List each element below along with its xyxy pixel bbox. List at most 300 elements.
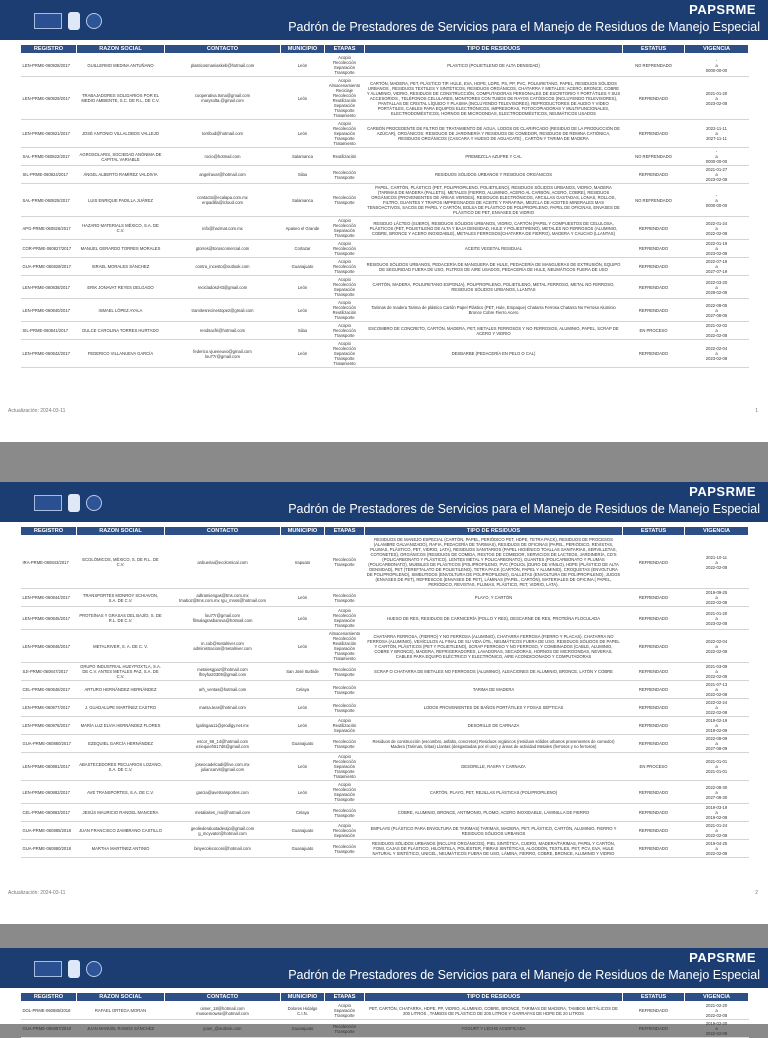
cell-razon: MARTHA MARTÍNEZ ANTINIO <box>77 840 165 858</box>
table-row <box>21 322 749 340</box>
cell-razon: DULCE CAROLINA TORRES HURTADO <box>77 322 165 340</box>
cell-residuos: ESCOMBRO DE CONCRETO, CARTÓN, MADERA, PET, METALES FERROSOS Y NO FERROSOS, ALUMINIO, PAPEL, SCRAP DE ACERO Y VIDRIO <box>365 322 623 340</box>
cell-vigencia: 2021-10-11 a 2022-02-08 <box>685 536 749 589</box>
cell-vigencia: 2021-01-20 a 2023-02-08 <box>685 77 749 120</box>
table-row <box>21 340 749 368</box>
cell-razon: ECOLÓMICOS, MÉXICO, S. DE R.L. DE C.V. <box>77 536 165 589</box>
cell-registro: CEL-PRME-060883/2017 <box>21 804 77 822</box>
cell-municipio: León <box>281 276 325 299</box>
cell-municipio: León <box>281 120 325 148</box>
footer-update-date: Actualización: 2024-03-11 <box>8 408 66 414</box>
cell-registro: CEL-PRME-060848/2017 <box>21 681 77 699</box>
cell-registro: IRA-PRME-060843/2017 <box>21 536 77 589</box>
column-header: MUNICIPIO <box>281 527 325 536</box>
table-row <box>21 184 749 217</box>
cell-registro: LEN-PRME-060829/2017 <box>21 77 77 120</box>
header-logos <box>34 12 102 30</box>
cell-razon: JUAN FRANCISCO ZAMBRANO CASTILLO <box>77 822 165 840</box>
cell-contacto: metaliaites_mo@hotmail.com <box>165 804 281 822</box>
cell-registro: LEN-PRME-060842/2017 <box>21 340 77 368</box>
cell-vigencia: 2021-01-27 a 2023-02-08 <box>685 166 749 184</box>
cell-vigencia: 2022-02-24 a 2022-02-08 <box>685 699 749 717</box>
government-logo-icon <box>34 495 62 511</box>
cell-etapas: Acopio Recolección Separación Transporte <box>325 607 365 630</box>
cell-estatus: REFRENDADO <box>623 258 685 276</box>
cell-estatus: REFRENDADO <box>623 217 685 240</box>
cell-residuos: ACEITE VEGETAL RESIDUAL <box>365 240 623 258</box>
cell-residuos: COBRE, ALUMINIO, BRONCE, ANTIMONIO, PLOMO, ACERO INOXIDABLE, LAMINILLA DE FIERRO <box>365 804 623 822</box>
table-row <box>21 663 749 681</box>
cell-etapas: Acopio Recolección Transporte <box>325 240 365 258</box>
cell-contacto: m.cob@metalriver.com administracion@metalriver.com <box>165 630 281 663</box>
cell-residuos: PAPEL, CARTÓN, PLÁSTICO (PET, POLIPROPILENO, POLIETILENO), RESIDUOS SÓLIDOS URBANOS, VIDRIO, MADERA (TARIMAS DE MADERA (PALLETS), METALES (FIERRO, ALUMINIO, ACERO AL CARBÓN, ACERO, COBRE), RESIDUOS ORGÁNICOS (PROVENIENTES DE ÁREAS VERDES), RESIDUOS ELECTRÓNICOS, ARCILLAS GASTADAS, LONAS, ROLLOS, FILTRO, GUANTES Y TRAPOS IMPREGNADOS DE ACEITE Y PARAFINA, MEZCLA DE ACEITES MINERALES MAS TENSOACTIVOS, SACOS DE PAPEL Y CARTÓN, BOLSA DE PLÁSTICO DE POLIPROPILENO, PAPEL DE OFICINAS, ENVASES DE PLÁSTICO DE PET, ENVASES DE VIDRIO <box>365 184 623 217</box>
cell-estatus: REFRENDADO <box>623 717 685 735</box>
cell-municipio: Guanajuato <box>281 258 325 276</box>
table-row <box>21 699 749 717</box>
cell-contacto: garcia@avetransportes.com <box>165 781 281 804</box>
cell-registro: GUA-PRME-060885/2018 <box>21 822 77 840</box>
cell-estatus: REFRENDADO <box>623 781 685 804</box>
cell-registro: SIL-PRME-060841/2017 <box>21 322 77 340</box>
cell-vigencia: 2022-03-20 a 2028-02-08 <box>685 276 749 299</box>
column-header: VIGENCIA <box>685 527 749 536</box>
column-header: CONTACTO <box>165 527 281 536</box>
cell-residuos: EMPLAYE (PLÁSTICO PARA ENVOLTURA DE TARIMAS) TARIMAS, MADERA, PET, PLÁSTICO, CARTÓN, ALUMINIO, FIERRO Y RESIDUOS SÓLIDOS URBANOS <box>365 822 623 840</box>
cell-estatus: NO REFRENDADO <box>623 148 685 166</box>
cell-residuos: DESORILLE, RASPA Y CARNAZA <box>365 753 623 781</box>
cell-municipio: León <box>281 607 325 630</box>
cell-vigencia: 2022-01-24 a 2022-02-08 <box>685 217 749 240</box>
cell-razon: AGROSOLARIS, SOCIEDAD ANÓNIMA DE CAPITAL VARIABLE <box>77 148 165 166</box>
cell-residuos: TARIMA DE MADERA <box>365 681 623 699</box>
cell-razon: ISMAEL LÓPEZ AYALA <box>77 299 165 322</box>
cell-registro: LEN-PRME-060928/2017 <box>21 54 77 77</box>
cell-etapas: Recolección Transporte <box>325 536 365 589</box>
government-logo-icon <box>34 13 62 29</box>
cell-vigencia: 2019-04-25 a 2022-02-08 <box>685 840 749 858</box>
cell-residuos: PREMEZCLA AZUFRE Y CAL <box>365 148 623 166</box>
cell-etapas: Recolección Transporte <box>325 663 365 681</box>
column-header: RAZON SOCIAL <box>77 45 165 54</box>
registry-table <box>20 992 749 1038</box>
cell-estatus: REFRENDADO <box>623 589 685 607</box>
cell-razon: TRABAJADORES SOLIDARIOS POR EL MEDIO AMBIENTE, S.C. DE R.L. DE C.V. <box>77 77 165 120</box>
cell-municipio: Salamanca <box>281 148 325 166</box>
cell-etapas: Recolección Transporte <box>325 735 365 753</box>
column-header: VIGENCIA <box>685 993 749 1002</box>
cell-etapas: Almacenamiento Recolección Reutilización Separación Transporte Tratamiento <box>325 630 365 663</box>
cell-contacto: gtorres@toroscomercial.com <box>165 240 281 258</box>
cell-contacto: anbueriai@ecolomical.com <box>165 536 281 589</box>
state-seal-icon <box>68 494 80 512</box>
cell-registro: LEN-PRME-060881/2017 <box>21 753 77 781</box>
cell-razon: ARTURO HERNÁNDEZ HERNÁNDEZ <box>77 681 165 699</box>
cell-vigencia: - a 0000-00-00 <box>685 54 749 77</box>
table-row <box>21 1002 749 1020</box>
cell-municipio: Silao <box>281 322 325 340</box>
cell-etapas: Recolección Transporte <box>325 589 365 607</box>
column-header: ETAPAS <box>325 527 365 536</box>
cell-etapas: Recolección Transporte <box>325 184 365 217</box>
cell-municipio: Silao <box>281 166 325 184</box>
cell-etapas: Recolección Transporte <box>325 1020 365 1038</box>
table-row <box>21 120 749 148</box>
cell-etapas: Acopio Recolección Separación Transporte <box>325 276 365 299</box>
cell-etapas: Acopio Recolección Reutilización Transporte <box>325 299 365 322</box>
column-header: ETAPAS <box>325 993 365 1002</box>
cell-estatus: REFRENDADO <box>623 340 685 368</box>
table-row <box>21 240 749 258</box>
cell-municipio: León <box>281 753 325 781</box>
agency-logo-icon <box>86 961 102 977</box>
cell-estatus: REFRENDADO <box>623 822 685 840</box>
cell-etapas: Acopio Recolección Separación Transporte Tratamiento <box>325 120 365 148</box>
cell-estatus: REFRENDADO <box>623 1002 685 1020</box>
cell-vigencia: 2022-01-19 a 2023-02-08 <box>685 240 749 258</box>
cell-municipio: León <box>281 589 325 607</box>
cell-etapas: Acopio Recolección Separación Transporte <box>325 217 365 240</box>
cell-municipio: León <box>281 340 325 368</box>
cell-razon: EZEQUIEL GARCÍA HERNÁNDEZ <box>77 735 165 753</box>
cell-estatus: NO REFRENDADO <box>623 54 685 77</box>
cell-etapas: Acopio Reutilización Separación <box>325 717 365 735</box>
cell-razon: MARÍA LUZ ELVIA HERNÁNDEZ FLORES <box>77 717 165 735</box>
cell-razon: TRANSPORTES MONROY SCHIAVON, S.A. DE C.V. <box>77 589 165 607</box>
table-row <box>21 735 749 753</box>
table-row <box>21 781 749 804</box>
page-header-banner <box>0 482 768 522</box>
column-header: ETAPAS <box>325 45 365 54</box>
cell-municipio: Celaya <box>281 681 325 699</box>
header-logos <box>34 494 102 512</box>
cell-registro: GUA-PRME-060828/2017 <box>21 258 77 276</box>
cell-vigencia: 2022-11-11 a 2027-11-11 <box>685 120 749 148</box>
cell-registro: APG-PRME-060826/2017 <box>21 217 77 240</box>
cell-residuos: DESBARBE (PEDACERÍA EN PELO O CAL) <box>365 340 623 368</box>
cell-etapas: Acopio Recolección Separación Transporte <box>325 54 365 77</box>
table-header-row <box>21 993 749 1002</box>
cell-etapas: Acopio Recolección Transporte <box>325 258 365 276</box>
cell-razon: ERIK JONAVAT REYES DELGADO <box>77 276 165 299</box>
header-subtitle: Padrón de Prestadores de Servicios para el Manejo de Residuos de Manejo Especial <box>288 968 760 982</box>
cell-residuos: YOGURT Y LECHE ACIDIFICADA <box>365 1020 623 1038</box>
cell-contacto: escor_96_14@hotmail.com eziequieh517d6@gmail.com <box>165 735 281 753</box>
cell-vigencia: 2021-07-13 a 2022-02-08 <box>685 681 749 699</box>
cell-estatus: REFRENDADO <box>623 536 685 589</box>
table-row <box>21 717 749 735</box>
cell-etapas: Reutilización <box>325 148 365 166</box>
cell-contacto: recicladosd-ttt@gmail.com <box>165 276 281 299</box>
cell-municipio: León <box>281 299 325 322</box>
cell-vigencia: 2019-02-19 a 2019-02-09 <box>685 717 749 735</box>
cell-razon: FEDERICO VILLANUEVA GARCÍA <box>77 340 165 368</box>
table-row <box>21 54 749 77</box>
table-row <box>21 258 749 276</box>
cell-razon: J. GUADALUPE MARTÍNEZ CASTRO <box>77 699 165 717</box>
cell-municipio: León <box>281 54 325 77</box>
state-seal-icon <box>68 960 80 978</box>
cell-estatus: NO REFRENDADO <box>623 184 685 217</box>
cell-etapas: Recolección Transporte <box>325 840 365 858</box>
cell-estatus: REFRENDADO <box>623 276 685 299</box>
cell-estatus: REFRENDADO <box>623 699 685 717</box>
cell-municipio: León <box>281 699 325 717</box>
cell-razon: METALRIVER, S. A. DE C. V. <box>77 630 165 663</box>
cell-vigencia: 2022-02-04 a 2023-02-08 <box>685 340 749 368</box>
cell-razon: JUAN MANUEL RAMOS SÁNCHEZ <box>77 1020 165 1038</box>
cell-vigencia: 2019-03-19 a 2019-02-08 <box>685 804 749 822</box>
cell-razon: ABASTECEDORES PECUARIOS LOZANO, S.A. DE C.V. <box>77 753 165 781</box>
cell-estatus: REFRENDADO <box>623 630 685 663</box>
cell-residuos: CARTÓN, MADERA, PET, PLÁSTICO TIP. HULE, EVA, HDPE, LDPE, PS, PP, PVC, POLIURETANO, PAPEL, RESIDUOS SÓLIDOS URBANOS , RESIDUOS TEXTILES Y SINTÉTICOS, RESIDUOS ORGÁNICOS, CHATARRA Y METALES: ACERO, BRONCE, COBRE Y ALUMINIO, VIDRIO, RESIDUOS DE CONSTRUCCIÓN, COMPUTADORAS PERSONALES DE ESCRITORIO Y PORTÁTILES Y SUS ACCESORIOS , TELÉFONOS CELULARES, MONITORES CON TUBOS DE RAYOS CATÓDICOS (INCLUYENDO TELEVISORES), PANTALLAS DE CRISTAL LÍQUIDO Y PLASMA (INCLUYENDO TELEVISORES), REPRODUCTORES DE AUDIO Y VIDEO PORTÁTILES, CABLES PARA EQUIPOS ELECTRÓNICOS, IMPRESORAS, FOTOCOPIADORAS Y MULTIFUNCIONALES, ELECTRODOMÉSTICOS, HORNOS DE MICROONDAS, ELECTRODOMÉSTICOS, NEUMÁTICOS USADOS <box>365 77 623 120</box>
column-header: REGISTRO <box>21 527 77 536</box>
column-header: RAZON SOCIAL <box>77 527 165 536</box>
table-row <box>21 217 749 240</box>
header-subtitle: Padrón de Prestadores de Servicios para el Manejo de Residuos de Manejo Especial <box>288 20 760 34</box>
government-logo-icon <box>34 961 62 977</box>
cell-vigencia: 2019-09-25 a 2022-02-08 <box>685 589 749 607</box>
cell-estatus: REFRENDADO <box>623 120 685 148</box>
cell-contacto: rendsacfri@hotmail.com <box>165 322 281 340</box>
cell-municipio: Guanajuato <box>281 735 325 753</box>
table-row <box>21 822 749 840</box>
cell-residuos: LODOS PROVENIENTES DE BAÑOS PORTÁTILES Y FOSAS SÉPTICAS <box>365 699 623 717</box>
cell-vigencia: 2021-01-01 a 2021-01-01 <box>685 753 749 781</box>
cell-municipio: Dolores Hidalgo C.I.N. <box>281 1002 325 1020</box>
cell-residuos: RESIDUOS SÓLIDOS URBANOS Y RESIDUOS ORGÁNICOS <box>365 166 623 184</box>
header-title: PAPSRME <box>689 2 756 17</box>
cell-contacto: joseocadelcadi@live.com.mx juliancarvit@gmail.com <box>165 753 281 781</box>
cell-municipio: Celaya <box>281 804 325 822</box>
table-row <box>21 753 749 781</box>
cell-registro: LEN-PRME-060840/2017 <box>21 299 77 322</box>
cell-residuos: RESIDUOS SÓLIDOS URBANOS (INCLUYE ORGÁNICOS), PIEL SINTÉTICA, CUERO, MADERA/TARIMAS, PAPEL Y CARTÓN, FOMI, CAJAS DE PLÁSTICO, HILO/STELA, POLIÉSTER, FIBRAS SINTÉTICAS, ALGODÓN, TEXTILES, PET, PCV, EVA, HULE NATURAL Y SINTÉTICO, UNICEL, NEUMÁTICOS FUERA DE USO, LÁMINA, FIERRO, COBRE, BRONCE, ALUMINIO Y VIDRIO <box>365 840 623 858</box>
cell-contacto: tramitesrecinestopez@gmail.com <box>165 299 281 322</box>
cell-vigencia: 2021-03-09 a 2022-02-08 <box>685 663 749 681</box>
cell-estatus: REFRENDADO <box>623 166 685 184</box>
table-row <box>21 804 749 822</box>
document-page <box>0 0 768 442</box>
cell-registro: GUA-PRME-060880/2018 <box>21 840 77 858</box>
cell-contacto: angelravar@hotmail.com <box>165 166 281 184</box>
cell-etapas: Acopio Recolección Separación Transporte Tratamiento <box>325 753 365 781</box>
cell-contacto: adtramiengas@tms.com.mx tmaboz@tms.com.mx rgu_mnss@hotmail.com <box>165 589 281 607</box>
cell-municipio: Guanajuato <box>281 840 325 858</box>
agency-logo-icon <box>86 13 102 29</box>
column-header: TIPO DE RESIDUOS <box>365 45 623 54</box>
table-row <box>21 148 749 166</box>
cell-residuos: SCRAP O CHATARRA DE METALES NO FERROSOS (ALUMINIO), ALEACIONES DE ALUMINIO, BRONCE, LATÓN Y COBRE <box>365 663 623 681</box>
cell-razon: HAZARD MATERIALS MÉXICO, S.A. DE C.V. <box>77 217 165 240</box>
column-header: VIGENCIA <box>685 45 749 54</box>
cell-estatus: REFRENDADO <box>623 681 685 699</box>
cell-contacto: torribud@hotmail.com <box>165 120 281 148</box>
column-header: RAZON SOCIAL <box>77 993 165 1002</box>
cell-contacto: plasticosmaniaskeb@hotmail.com <box>165 54 281 77</box>
cell-vigencia: - a 0000-00-00 <box>685 148 749 166</box>
cell-estatus: EN PROCESO <box>623 753 685 781</box>
agency-logo-icon <box>86 495 102 511</box>
table-row <box>21 681 749 699</box>
page-header-banner <box>0 948 768 988</box>
table-row <box>21 299 749 322</box>
cell-estatus: REFRENDADO <box>623 77 685 120</box>
column-header: REGISTRO <box>21 45 77 54</box>
column-header: ESTATUS <box>623 45 685 54</box>
cell-razon: PROTEÍNAS Y GRASAS DEL BAJÍO, S. DE R.L. DE C.V. <box>77 607 165 630</box>
cell-registro: SAL-PRME-060825/2017 <box>21 184 77 217</box>
cell-contacto: contra_incesto@outlook.com <box>165 258 281 276</box>
table-row <box>21 536 749 589</box>
cell-estatus: REFRENDADO <box>623 1020 685 1038</box>
cell-razon: GRUPO INDUSTRIAL HUEYPOXTLA, S.A. DE C.V. ANTES METALES PAZ, S.A. DE C.V. <box>77 663 165 681</box>
column-header: TIPO DE RESIDUOS <box>365 527 623 536</box>
column-header: ESTATUS <box>623 527 685 536</box>
cell-residuos: PLASTICO (POLIETILENO DE ALTA DENSIDAD) <box>365 54 623 77</box>
column-header: ESTATUS <box>623 993 685 1002</box>
page-number: 2 <box>755 890 758 896</box>
cell-registro: LEN-PRME-060838/2017 <box>21 276 77 299</box>
header-title: PAPSRME <box>689 950 756 965</box>
cell-registro: SJI-PRME-060847/2017 <box>21 663 77 681</box>
cell-residuos: Tarimas de madera Tarima de plástico Cartón Papel Plástico (PET, Hule, Empaque) Chatarra Ferrosa Chatarra No Ferrosa Aluminio Bronce Cobre Fierro Acero <box>365 299 623 322</box>
table-row <box>21 630 749 663</box>
cell-vigencia: 2022-02-04 a 2022-02-08 <box>685 630 749 663</box>
cell-razon: MANUEL GERARDO TORRES MORALES <box>77 240 165 258</box>
table-row <box>21 840 749 858</box>
cell-municipio: León <box>281 781 325 804</box>
page-number: 1 <box>755 408 758 414</box>
cell-vigencia: 2019-02-20 a 2022-02-08 <box>685 1020 749 1038</box>
cell-estatus: REFRENDADO <box>623 840 685 858</box>
cell-municipio: Cortazar <box>281 240 325 258</box>
cell-municipio: León <box>281 77 325 120</box>
cell-razon: ISRAEL MORALES SÁNCHEZ <box>77 258 165 276</box>
cell-vigencia: 2021-02-20 a 2022-02-08 <box>685 1002 749 1020</box>
cell-contacto: metalesgpaz@hotmail.com lfreyhaz0309@gmail.com <box>165 663 281 681</box>
cell-residuos: HUESO DE RES, RESIDUOS DE CARNICERÍA (POLLO Y RES), DESCARNE DE RES, PROTEÍNA FLOCULADA <box>365 607 623 630</box>
cell-contacto: geoliederaluotadeutjo@gmail.com g_mcyvator@hotmail.com <box>165 822 281 840</box>
registry-table <box>20 44 749 368</box>
cell-vigencia: 2022-08-05 a 2027-08-05 <box>685 299 749 322</box>
cell-etapas: Recolección Transporte <box>325 699 365 717</box>
header-subtitle: Padrón de Prestadores de Servicios para el Manejo de Residuos de Manejo Especial <box>288 502 760 516</box>
cell-residuos: Residuos de construcción (escombro, asfalto, concretos) Residuos orgánicos (residuos sólidos urbanos provenientes de comedor) Madera (Tarimas, tiritas) Llantas (desgastadas por el uso) y áreas de actividad Metales (ferrosos y no ferrosos) <box>365 735 623 753</box>
table-row <box>21 589 749 607</box>
cell-estatus: REFRENDADO <box>623 607 685 630</box>
table-row <box>21 276 749 299</box>
table-row <box>21 166 749 184</box>
cell-vigencia: 2021-01-20 a 2023-02-08 <box>685 607 749 630</box>
cell-vigencia: - a 0000-00-00 <box>685 184 749 217</box>
cell-etapas: Acopio Separación Transporte <box>325 1002 365 1020</box>
cell-residuos: DESORILLE DE CARNAZA <box>365 717 623 735</box>
cell-registro: LEN-PRME-060877/2017 <box>21 699 77 717</box>
cell-contacto: lou77r@gmail.com filmalagrasbarova@hotmail.com <box>165 607 281 630</box>
cell-estatus: REFRENDADO <box>623 299 685 322</box>
cell-registro: LEN-PRME-060846/2017 <box>21 630 77 663</box>
header-logos <box>34 960 102 978</box>
cell-registro: DOL-PRME-060886/2018 <box>21 1002 77 1020</box>
cell-contacto: cooperativa.tsma@gmail.com marysolta.@gmail.com <box>165 77 281 120</box>
table-row <box>21 1020 749 1038</box>
cell-residuos: RESIDUOS SÓLIDOS URBANOS, PEDACERÍA DE MANGUERA DE HULE, PEDACERÍA DE MANGUERAS DE EXTRUSIÓN, EQUIPO DE SEGURIDAD FUERA DE USO, FILTROS DE AIRE USADOS, PEDACERÍA DE HULE, NEUMÁTICOS FUERA DE USO <box>365 258 623 276</box>
cell-razon: LUIS ENRIQUE PADILLA JUÁREZ <box>77 184 165 217</box>
cell-estatus: REFRENDADO <box>623 663 685 681</box>
cell-etapas: Acopio Recolección Transporte <box>325 322 365 340</box>
cell-municipio: León <box>281 717 325 735</box>
table-row <box>21 77 749 120</box>
cell-estatus: REFRENDADO <box>623 735 685 753</box>
cell-registro: LEN-PRME-060844/2017 <box>21 589 77 607</box>
cell-razon: ÁNGEL ALBERTO RAMÍREZ VALDIVIA <box>77 166 165 184</box>
cell-municipio: Guanajuato <box>281 822 325 840</box>
cell-vigencia: 2021-02-02 a 2022-02-08 <box>685 322 749 340</box>
cell-razon: JESÚS MAURICIO RANGEL MANCERA <box>77 804 165 822</box>
document-page <box>0 482 768 924</box>
cell-municipio: León <box>281 630 325 663</box>
cell-contacto: arh_ventas@hotmail.com <box>165 681 281 699</box>
cell-estatus: REFRENDADO <box>623 804 685 822</box>
cell-etapas: Acopio Recolección Separación <box>325 822 365 840</box>
document-page <box>0 948 768 1036</box>
cell-etapas: Acopio Recolección Separación Transporte <box>325 781 365 804</box>
cell-contacto: binyecolecoconi@hotmail.com <box>165 840 281 858</box>
cell-etapas: Acopio Almacenamiento Reciclaje Recolección Reutilización Separación Transporte Tratamiento <box>325 77 365 120</box>
registry-table <box>20 526 749 858</box>
cell-registro: SIL-PRME-060824/2017 <box>21 166 77 184</box>
table-header-row <box>21 45 749 54</box>
cell-residuos: CARBÓN PROCEDENTE DE FILTRO DE TRATAMIENTO DE AGUA, LODOS DE CLARIFICADO (RESIDUO DE LA PRODUCCIÓN DE AZÚCAR), ORGÁNICOS: RESIDUOS DE JARDINERÍA Y RESIDUOS DE COMEDOR, RESIDUOS DE REMINA CATIÓNICA, RESIDUOS ORGÁNICOS (CASCARA Y HUESO DE AGUACATE) , CARTÓN Y TARIMA DE MADERA <box>365 120 623 148</box>
cell-contacto: marsa.tear@hotmail.com <box>165 699 281 717</box>
table-row <box>21 607 749 630</box>
cell-residuos: CHATARRA FERROSA, (FIERRO) Y NO FERROSA (ALUMINIO), CHATARRA FERROSA (FIERRO Y PLACAS), CHATARRA NO FERROSA (ALUMINIO), VEHÍCULOS AL FINAL DE SU VIDA ÚTIL, NEUMÁTICOS FUERA DE USO, RESIDUOS SÓLIDOS DE PAPEL Y CARTÓN, PLÁSTICOS (PET Y POLIETILENO), SCRAP FERROSO Y NO FERROSO, Y COMBINADOS (CABLE, ALUMINIO, COBRE Y BRONCE), MADERA, REFRIGERADORES, LAVADORAS, SECADORAS, HORNOS DE MICROONDAS, NEVERAS, CABLES PARA EQUIPO ELÉCTRICO Y ELECTRÓNICO, AIRE ACONDICIONADO Y COMPUTADORAS <box>365 630 623 663</box>
table-header-row <box>21 527 749 536</box>
column-header: CONTACTO <box>165 993 281 1002</box>
cell-razon: RAFAEL ORTEGA MORAN <box>77 1002 165 1020</box>
cell-razon: GUILLERMO MEDINA ANTUÑANO <box>77 54 165 77</box>
cell-registro: COR-PRME-060827/2017 <box>21 240 77 258</box>
cell-etapas: Recolección Transporte <box>325 804 365 822</box>
cell-contacto: contacto@ecalapa.com.mx enpadilla@icloud.com <box>165 184 281 217</box>
cell-vigencia: 2022-08-30 a 2027-08-30 <box>685 781 749 804</box>
cell-razon: JOSÉ ANTONIO VILLALOBOS VALLEJO <box>77 120 165 148</box>
footer-update-date: Actualización: 2024-03-11 <box>8 890 66 896</box>
column-header: CONTACTO <box>165 45 281 54</box>
cell-etapas: Recolección Transporte <box>325 681 365 699</box>
state-seal-icon <box>68 12 80 30</box>
cell-residuos: RESIDUOS DE MANEJO ESPECIAL (CARTÓN, PAPEL, PERIÓDICO PET, HDPE, TETRA PACK), RESIDUOS DE PROCESOS (ALAMBRE GALVANIZADO), RAFIA, PEDACERÍA DE TARIMAS), RESIDUOS DE OFICINAS (PAPEL, PERIÓDICO, REVISTAS, PLUMAS, PLÁSTICO, PET, VIDRIO, LATA), RESIDUOS SANITARIOS (PAPEL HIGIÉNICO TOALLAS SANITARIAS, SERVILLETAS, COTONETES), ORGÁNICOS (RESIDUOS DE COMIDA, RESTOS DE COMEDOR, SERVICIOS DE LACTEOS, JARDINERÍA, CD'S (POLICARBONATO Y PLÁSTICO), LENTES METAL Y POLICARBONATO), GUANTES (POLICARBONATO Y PLUMAS (POLICARBONATO), MUEBLES DE PLÁSTICOS (POLIPROPILENO, PVC (POLIOL (DURO DE VINILO), HDPE (PLÁSTICO DE ALTA DENSIDAD), PET (TEREFTALATO DE POLIETILENO), TETRA PACK (CARTÓN, PAPEL Y ALUMINIO), CROQUETAS (ENVOLTURA DE POLIPROPILENO), SIMBUTIDOS (ENVOLTURA DE POLIPROPILENO), GALLETAS (ENVOLTURA DE POLIPROPILENO), JUGOS (ENVASES DE PET), REFRESCOS (ENVASES DE PET), LÁMINAS (PAPEL, CARTÓN), MATERIALES DE OFICINA ( PAPEL, PERIÓDICO, REVISTAS, PLUMAS, PLÁSTICO, PET, VIDRIO, LATA). <box>365 536 623 589</box>
cell-residuos: CARTÓN, MADERA, POLIURETANO ESPONJA), POLIPROPILENO, POLIETILENO, METAL FERROSO, METAL NO FERROSO, RESIDUOS SÓLIDOS URBANOS, LLANTAS <box>365 276 623 299</box>
cell-residuos: PET, CARTÓN, CHATARRA, HDPE, PP, VIDRIO, ALUMINIO, COBRE, BRONCE, TARIMAS DE MADERA, TAMBOS METÁLICOS DE 200 LITROS , TAMBOS DE PLÁSTICO DE 200 LITROS Y GARRAFAS DE HDPE DE 20 LITROS <box>365 1002 623 1020</box>
cell-municipio: Salamanca <box>281 184 325 217</box>
cell-registro: LEN-PRME-060845/2017 <box>21 607 77 630</box>
column-header: MUNICIPIO <box>281 45 325 54</box>
cell-vigencia: 2022-08-09 a 2027-08-09 <box>685 735 749 753</box>
header-title: PAPSRME <box>689 484 756 499</box>
cell-municipio: Guanajuato <box>281 1020 325 1038</box>
cell-contacto: federico.vjueneuvo@gmail.com lou77r@gmail.com <box>165 340 281 368</box>
cell-registro: GUA-PRME-060887/2018 <box>21 1020 77 1038</box>
cell-contacto: oimer_18@hotmail.com musoemowse@hotmail.com <box>165 1002 281 1020</box>
column-header: MUNICIPIO <box>281 993 325 1002</box>
cell-registro: GUA-PRME-060880/2017 <box>21 735 77 753</box>
page-header-banner <box>0 0 768 40</box>
cell-registro: LEN-PRME-060878/2017 <box>21 717 77 735</box>
cell-municipio: San José Iturbide <box>281 663 325 681</box>
cell-contacto: lgalingaa11@prodigy.net.mx <box>165 717 281 735</box>
cell-contacto: info@hazmat.com.mx <box>165 217 281 240</box>
